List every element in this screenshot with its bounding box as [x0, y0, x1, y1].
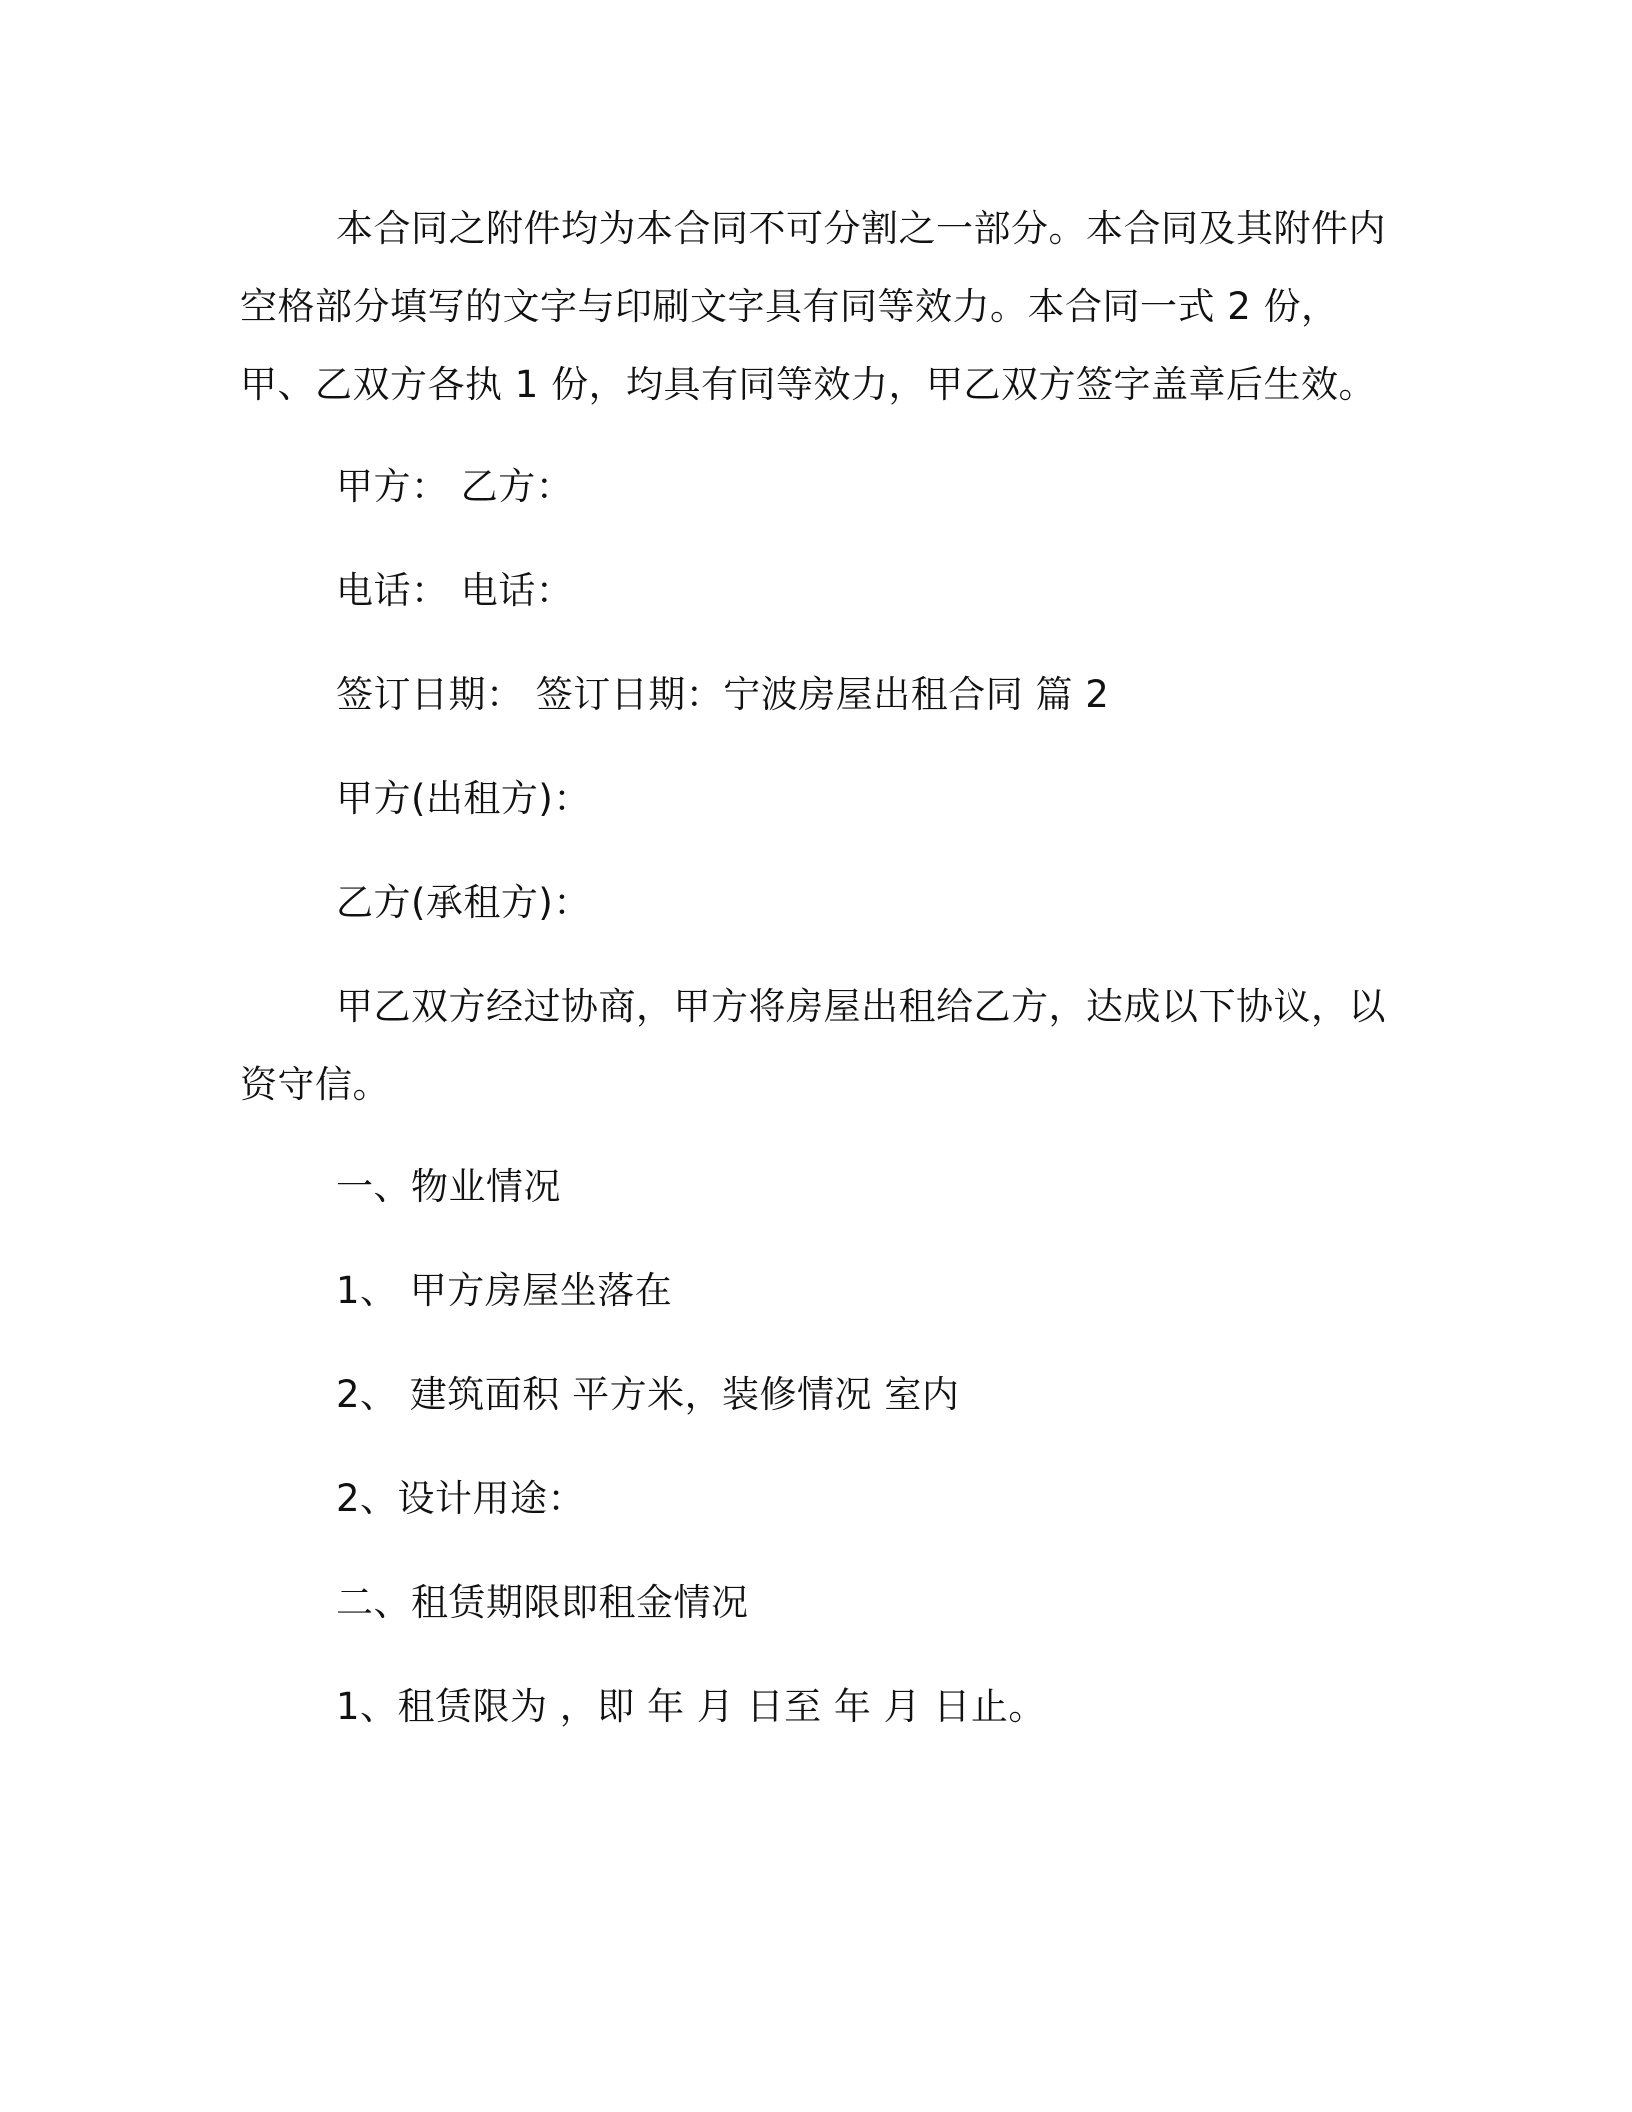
paragraph-lessee: 乙方(承租方)：	[336, 881, 591, 924]
paragraph-attachments-validity: 本合同之附件均为本合同不可分割之一部分。本合同及其附件内空格部分填写的文字与印刷文字具有同等效力。本合同一式 2 份，甲、乙双方各执 1 份，均具有同等效力，甲乙双方签字盖章后生效。	[240, 207, 1386, 406]
paragraph-building-area: 2、 建筑面积 平方米，装修情况 室内	[336, 1373, 960, 1416]
paragraph-party-phones: 电话： 电话：	[336, 569, 574, 612]
paragraph-property-location: 1、 甲方房屋坐落在	[336, 1269, 673, 1312]
document-body	[240, 190, 1390, 1746]
paragraph-signing-dates-and-title: 签订日期： 签订日期：宁波房屋出租合同 篇 2	[336, 673, 1110, 716]
paragraph-lessor: 甲方(出租方)：	[336, 777, 591, 820]
paragraph-lease-term: 1、租赁限为 ，即 年 月 日至 年 月 日止。	[336, 1685, 1046, 1728]
heading-lease-term-rent: 二、租赁期限即租金情况	[336, 1581, 749, 1624]
heading-property-info: 一、物业情况	[336, 1165, 561, 1208]
paragraph-party-names: 甲方： 乙方：	[336, 465, 574, 508]
paragraph-agreement-intro: 甲乙双方经过协商，甲方将房屋出租给乙方，达成以下协议，以资守信。	[240, 985, 1386, 1106]
paragraph-design-use: 2、设计用途：	[336, 1477, 586, 1520]
